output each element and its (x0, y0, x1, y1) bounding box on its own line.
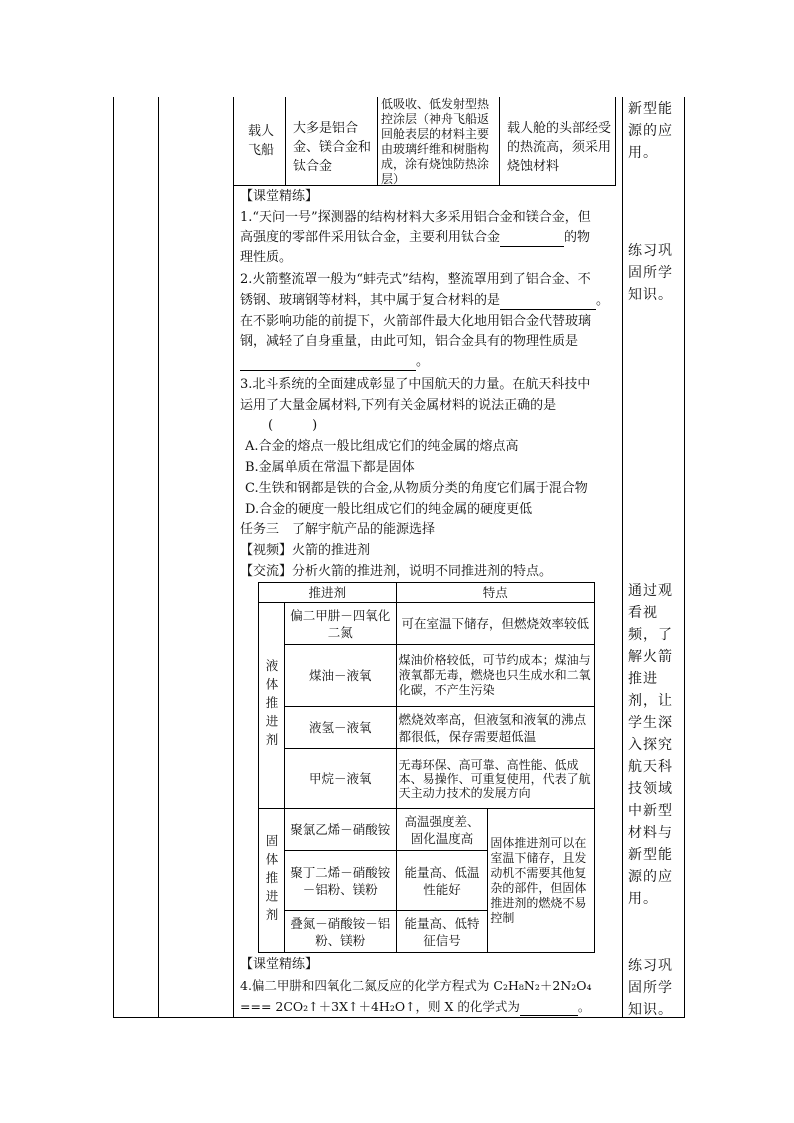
q3-option-c: C.生铁和钢都是铁的合金,从物质分类的角度它们属于混合物 (245, 481, 588, 496)
q3-line2: 运用了大量金属材料,下列有关金属材料的说法正确的是 (240, 398, 557, 413)
q2-line1: 2.火箭整流罩一般为“蚌壳式”结构，整流罩用到了铝合金、不 (240, 272, 591, 287)
q4-line1: 4.偏二甲肼和四氧化二氮反应的化学方程式为 C₂H₈N₂＋2N₂O₄ (240, 978, 592, 993)
col-header-feature: 特点 (396, 583, 594, 603)
q2-blank-2[interactable] (240, 356, 416, 371)
q3-option-b: B.金属单质在常温下都是固体 (245, 460, 415, 475)
note-video-purpose: 通过观看视频，了解火箭推进剂，让学生深入探究航天科技领域中新型材料与新型能源的应用。 (628, 583, 673, 907)
liquid-name-3: 甲烷－液氧 (284, 749, 396, 809)
q4-blank[interactable] (520, 1001, 578, 1016)
q3-answer-paren[interactable]: ( ) (268, 418, 318, 433)
q1-line3: 理性质。 (240, 250, 293, 265)
note-practice-2: 练习巩固所学知识。 (628, 958, 673, 1018)
note-practice-1: 练习巩固所学知识。 (628, 243, 673, 303)
q3-line1: 3.北斗系统的全面建成彰显了中国航天的力量。在航天科技中 (240, 377, 591, 392)
solid-name-2: 叠氮－硝酸铵－铝粉、镁粉 (284, 911, 396, 953)
aircraft-table (233, 97, 622, 185)
vehicle-cell: 载人飞船 (247, 124, 274, 158)
liquid-name-0: 偏二甲肼－四氧化二氮 (284, 603, 396, 645)
liquid-label: 液体推进剂 (259, 603, 285, 809)
practice1-header: 【课堂精练】 (240, 189, 319, 204)
practice2-header: 【课堂精练】 (240, 957, 319, 972)
task3-exchange: 【交流】分析火箭的推进剂，说明不同推进剂的特点。 (240, 564, 553, 579)
q2-line3: 在不影响功能的前提下，火箭部件最大化地用铝合金代替玻璃 (240, 314, 592, 329)
q2-line4: 钢，减轻了自身重量，由此可知，铝合金具有的物理性质是 (240, 334, 579, 349)
col-header-propellant: 推进剂 (259, 583, 397, 603)
q2-line5: 。 (240, 352, 429, 371)
solid-label: 固体推进剂 (259, 809, 285, 953)
solid-feature-0: 高温强度差、固化温度高 (396, 809, 488, 851)
frame-bottom-line (113, 1017, 685, 1018)
q4-line2: === 2CO₂↑＋3X↑＋4H₂O↑，则 X 的化学式为 。 (240, 999, 591, 1014)
q2-line2: 锈钢、玻璃钢等材料，其中属于复合材料的是 。 (240, 293, 610, 308)
q3-option-d: D.合金的硬度一般比组成它们的纯金属的硬度更低 (245, 502, 533, 517)
frame-right-line (684, 97, 685, 1018)
propellant-table (258, 582, 595, 953)
liquid-feature-2: 燃烧效率高，但液氢和液氧的沸点都很低，保存需要超低温 (396, 707, 594, 749)
q1-line1: 1.“天问一号”探测器的结构材料大多采用铝合金和镁合金，但 (240, 210, 591, 225)
frame-col2-line (158, 97, 159, 1018)
liquid-feature-0: 可在室温下储存，但燃烧效率较低 (396, 603, 594, 645)
task3-title: 任务三 了解宇航产品的能源选择 (240, 522, 436, 537)
solid-feature-1: 能量高、低温性能好 (396, 851, 488, 911)
liquid-name-1: 煤油－液氧 (284, 645, 396, 707)
note-new-energy: 新型能源的应用。 (628, 101, 673, 161)
frame-col3-line (233, 97, 234, 1018)
liquid-feature-1: 煤油价格较低，可节约成本；煤油与液氧都无毒，燃烧也只生成水和二氧化碳，不产生污染 (396, 645, 594, 707)
q3-option-a: A.合金的熔点一般比组成它们的纯金属的熔点高 (245, 439, 519, 454)
feature-cell: 载人舱的头部经受的热流高，须采用烧蚀材料 (507, 121, 612, 174)
q1-line2: 高强度的零部件采用钛合金，主要利用钛合金 的物 (240, 230, 591, 245)
frame-left-line (113, 97, 114, 1018)
liquid-feature-3: 无毒环保、高可靠、高性能、低成本、易操作、可重复使用，代表了航天主动力技术的发展方向 (396, 749, 594, 809)
frame-col4-line (622, 97, 623, 1018)
material-cell: 大多是铝合金、镁合金和钛合金 (293, 121, 372, 174)
liquid-name-2: 液氢－液氧 (284, 707, 396, 749)
q1-blank[interactable] (500, 232, 564, 247)
task3-video: 【视频】火箭的推进剂 (240, 543, 371, 558)
solid-name-1: 聚丁二烯－硝酸铵－铝粉、镁粉 (284, 851, 396, 911)
q2-blank-1[interactable] (500, 295, 596, 310)
coating-cell: 低吸收、低发射型热控涂层（神舟飞船返回舱表层的材料主要由玻璃纤维和树脂构成，涂有烧蚀防热涂层） (381, 97, 490, 186)
solid-name-0: 聚氯乙烯－硝酸铵 (284, 809, 396, 851)
solid-feature-2: 能量高、低特征信号 (396, 911, 488, 953)
solid-common-feature: 固体推进剂可以在室温下储存，且发动机不需要其他复杂的部件，但固体推进剂的燃烧不易控制 (488, 809, 595, 953)
